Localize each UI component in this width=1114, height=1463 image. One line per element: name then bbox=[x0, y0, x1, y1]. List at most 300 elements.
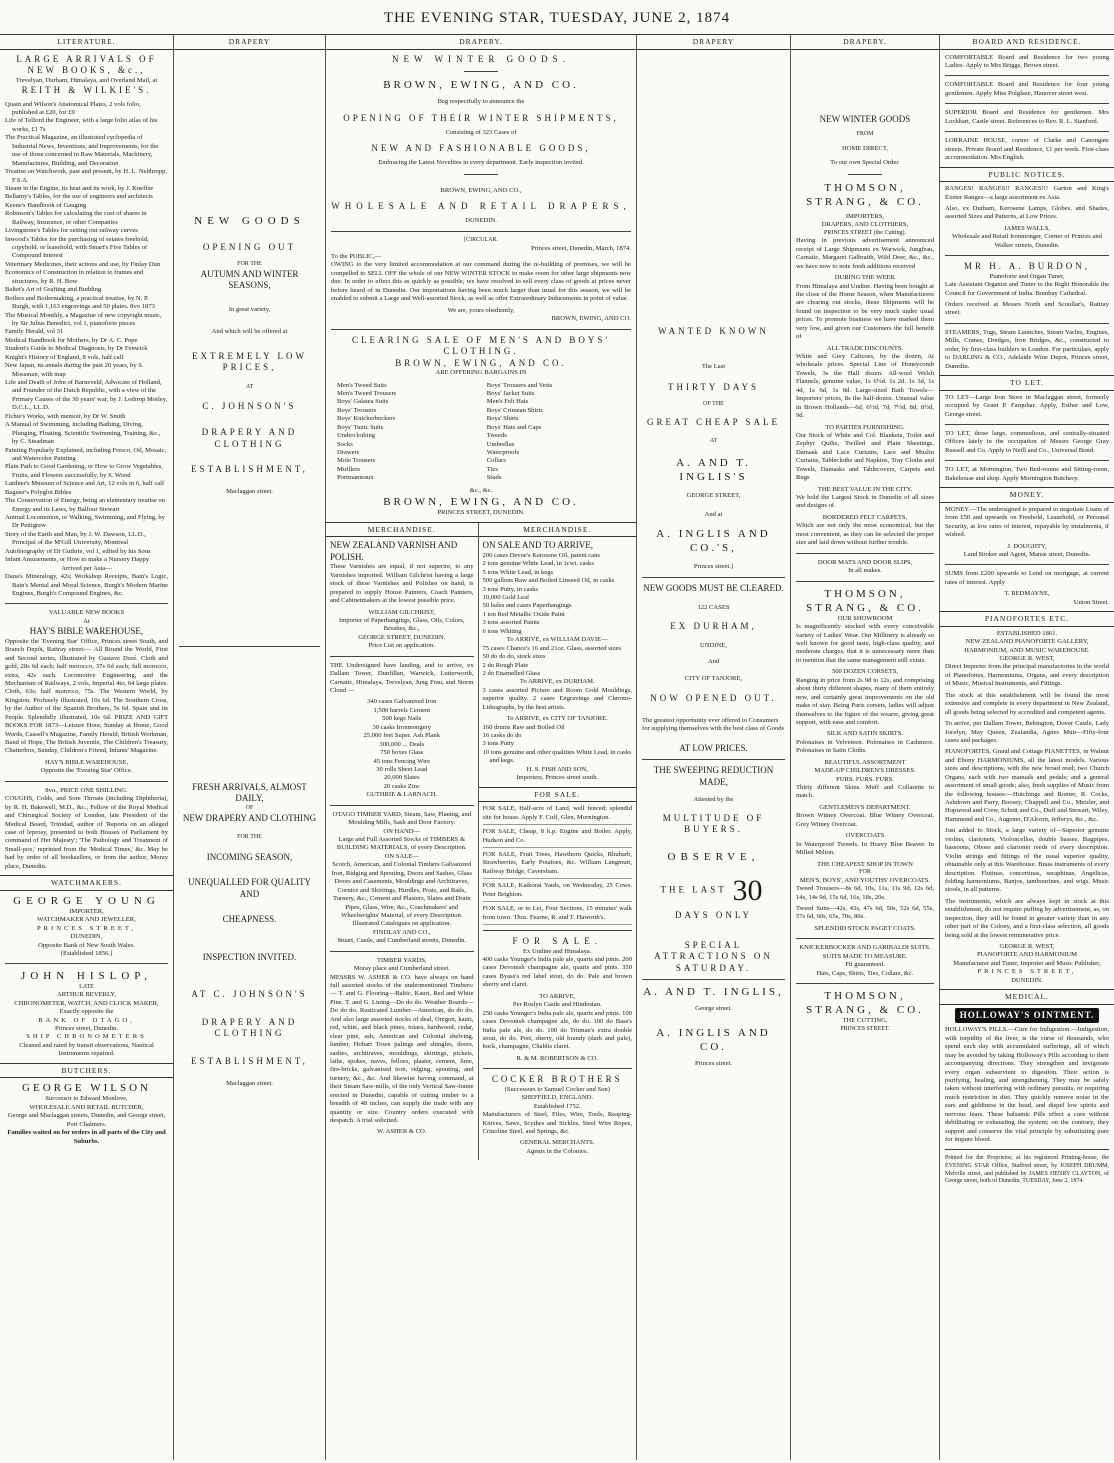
clearing-item: Boys' Tunic Suits bbox=[337, 423, 384, 431]
walls-ad: RANGES! RANGES!! RANGES!!! Garton and King's Exeter Ranges—a large assortment ex Asia. bbox=[945, 185, 1109, 201]
section-head-drapery: DRAPERY bbox=[637, 34, 790, 50]
inglis-line: EX DURHAM, bbox=[670, 620, 757, 631]
hislop-line: Princes street, Dunedin. bbox=[55, 1024, 118, 1032]
thomson-heading: TO PARTIES FURNISHING. bbox=[825, 423, 905, 431]
to-let-ad: TO LET, at Mornington, Two Bed-rooms and Sitting-room, Bakehouse and shop. Apply Mornington Butchery. bbox=[945, 466, 1109, 482]
fish-signature: Importers, Princes street south. bbox=[516, 774, 599, 782]
money-address: Land Broker and Agent, Manse street, Dunedin. bbox=[963, 550, 1091, 558]
cocker-line: (Successors to Samuel Cocker and Son) bbox=[504, 1085, 610, 1093]
guthrie-item: 300,000 ... Deals bbox=[379, 740, 425, 748]
thomson-heading: OUR SHOWROOM bbox=[837, 614, 893, 622]
west-line: PIANOFORTE AND HARMONIUM bbox=[977, 951, 1077, 959]
guthrie-signature: GUTHRIE & LARNACH. bbox=[366, 791, 438, 799]
robertson-sub: Ex Undine and Himalaya. bbox=[523, 947, 592, 955]
johnson-line: AT bbox=[245, 383, 254, 390]
thomson-heading: SPLENDID STOCK PAGET COATS. bbox=[814, 924, 916, 932]
thomson-text: Our Stock of White and Col. Blankets, Toilet and Zephyr Quilts, Twilled and Plain Sheetings, Damask and Lace Curtains, Lace and Muslin Curtains, Tablecloths and Napkins, Tray Cloths and Towels, Damasks and Tablecovers, Carpets and Rugs bbox=[796, 431, 934, 482]
inglis-line: And bbox=[707, 658, 720, 666]
otago-timber-ad bbox=[330, 811, 474, 946]
for-sale-item: FOR SALE, Fruit Trees, Hawthorn Quicks, Rhubarb, Strawberries, Early Potatoes, &c. William Langmuir, Railway Bridge, Caversham. bbox=[483, 851, 632, 879]
fish-item: 3 tons Putty bbox=[482, 740, 515, 748]
inglis-line: SPECIAL ATTRACTIONS ON SATURDAY. bbox=[654, 939, 773, 973]
hays-footer: HAY'S BIBLE WAREHOUSE, bbox=[44, 758, 129, 766]
inglis-line: George street. bbox=[695, 1005, 732, 1013]
guthrie-item: 20 casks Zinc bbox=[383, 782, 420, 790]
inglis-line: Attested by the bbox=[693, 796, 734, 804]
otago-line: FINDLAY AND CO., bbox=[372, 928, 431, 936]
thomson-heading: OVERCOATS bbox=[845, 832, 885, 840]
brown-line: OPENING OF THEIR WINTER SHIPMENTS, bbox=[343, 112, 619, 123]
money-ad: SUMS from £200 upwards to Lend on mortgage, at current rates of interest. Apply bbox=[945, 570, 1109, 586]
inglis-line: 122 CASES bbox=[697, 604, 730, 612]
reith-sub: Trevelyan, Durham, Himalaya, and Overland Mail, at bbox=[15, 76, 158, 84]
cocker-line: Manufacturers of Steel, Files, Wire, Tools, Reaping-Knives, Saws, Scythes and Sickles, Steel Wire Ropes, Crinoline Steel, and Springs, &c. bbox=[482, 1111, 632, 1135]
brown-line: Beg respectfully to announce the bbox=[437, 98, 525, 106]
clearing-lists bbox=[331, 378, 631, 487]
johnson-line: FOR THE bbox=[237, 834, 262, 841]
thirty-days-line bbox=[642, 872, 785, 922]
otago-line: Large and Full Assorted Stocks of TIMBERS & BUILDING MATERIALS, of every Description. bbox=[336, 836, 467, 852]
burdon-name: MR H. A. BURDON, bbox=[963, 261, 1090, 272]
fish-item: 16 casks do do bbox=[482, 732, 522, 740]
thomson-text: Is magnificently stocked with every conceivable variety of Ladies' Wear. Our Millinery is already so well known for good taste, high-class quality, and moderate charges, that it is unnecessary more than to mention that the same management still exists. bbox=[796, 623, 934, 664]
thomson-text: Tweed Trousers—8s 6d, 10s, 11s, 11s 9d, 12s 6d, 14s, 14s 9d, 15s 6d, 16s, 18s, 20s. bbox=[796, 885, 934, 901]
fish-item: 500 gallons Raw and Boiled Linseed Oil, in casks bbox=[482, 577, 615, 585]
brown-line: BROWN, EWING, AND CO. bbox=[383, 79, 579, 92]
brown-line: NEW AND FASHIONABLE GOODS, bbox=[371, 142, 591, 153]
fish-items bbox=[483, 552, 632, 636]
inglis-line: A. INGLIS AND CO. bbox=[656, 1026, 771, 1053]
thomson-heading: SUITS MADE TO MEASURE. bbox=[822, 952, 908, 960]
johnson-line: Maclaggan street. bbox=[226, 487, 273, 495]
johnson-line: NEW DRAPERY AND CLOTHING bbox=[182, 812, 317, 823]
inglis-line: AT bbox=[709, 438, 718, 445]
thomson-text: From Himalaya and Undine. Having been bought at the close of the Home Season, when Manufacturers are clearing out stocks, these Shipments will be found on inspection to be very much under usual prices. To promote business we have marked them very low, and given our Customers the full benefit of bbox=[796, 282, 934, 341]
fish-item: 6 tons Whiting bbox=[482, 627, 522, 635]
hays-title: VALUABLE NEW BOOKS bbox=[48, 609, 125, 617]
thomson-heading: DURING THE WEEK bbox=[834, 274, 896, 282]
for-sale-item: FOR SALE, Kaikorai Yards, on Wednesday, 25 Cows. Peter Brighton. bbox=[483, 882, 632, 902]
thomson-line: IMPORTERS, bbox=[845, 212, 885, 220]
hislop-line: ARTHUR BEVERLY, bbox=[57, 991, 116, 999]
clearing-item: Collars bbox=[486, 457, 506, 465]
fish-item: 10,000 Gold Leaf bbox=[482, 594, 530, 602]
fish-item: 3 tons assorted Paints bbox=[482, 619, 540, 627]
clearing-etc: &c., &c. bbox=[469, 486, 493, 494]
johnson-line: OPENING OUT bbox=[202, 241, 297, 252]
johnson-line: INSPECTION INVITED. bbox=[202, 951, 297, 962]
clearing-item: Waterproofs bbox=[486, 449, 520, 457]
johnson-line: FRESH ARRIVALS, ALMOST DAILY, bbox=[192, 781, 307, 804]
guthrie-item: 45 tons Fencing Wire bbox=[373, 757, 431, 765]
column-drapery-thomson bbox=[791, 34, 940, 1460]
book-list-item: Infant Amusements, or How to make a Nursery Happy bbox=[5, 556, 150, 564]
hays-footer2: Opposite the 'Evening Star' Office. bbox=[40, 767, 133, 775]
inglis-line: GEORGE STREET, bbox=[686, 492, 741, 500]
thomson-heading: SILK AND SATIN SKIRTS. bbox=[826, 730, 904, 738]
hays-name: HAY'S BIBLE WAREHOUSE, bbox=[29, 626, 144, 637]
book-list-item: Student's Guide to Medical Diagnosis, by Dr Fenwick bbox=[5, 345, 148, 353]
varnish-ad bbox=[330, 540, 474, 650]
guthrie-item: 500 kegs Nails bbox=[382, 715, 422, 723]
for-sale-list bbox=[483, 805, 632, 925]
west-text: Direct Importer from the principal manufactories in the world of Pianofortes, Harmoniums, Organs, and every description of Music, Musical Instruments, and Fittings. bbox=[945, 663, 1109, 688]
thomson-text: In Waterproof Tweeds. In Heavy Blue Beaver. In Milled Milton. bbox=[796, 840, 934, 857]
book-list-item: The Musical Monthly, a Magazine of new copyright music, by Sir Julius Benedict, vol 1, pianoforte pieces bbox=[5, 311, 162, 327]
for-sale-item: FOR SALE, Half-acre of Land, well fenced; splendid site for house. Apply F. Cuff, Glen, Mornington. bbox=[483, 805, 632, 825]
book-list-item: The Conservation of Energy, being an elementary treatise on Energy and its Laws, by Balfour Stewart bbox=[5, 497, 166, 513]
robertson-ad bbox=[483, 936, 632, 1063]
hislop-line: Exactly opposite the bbox=[59, 1008, 114, 1016]
asher-ad bbox=[330, 957, 474, 1137]
guthrie-item: 30 casks Ironmongery bbox=[372, 723, 432, 731]
thomson-text: Which are not only the most economical, but the most convenient, as they can be selected the proper size and laid down without further trouble. bbox=[796, 522, 934, 547]
thomson-heading: BORDERED FELT CARPETS, bbox=[822, 513, 908, 521]
money-name: T. REDMAYNE, bbox=[1004, 590, 1050, 598]
inglis-line: And at bbox=[704, 510, 723, 518]
circular-closing: We are, yours obediently, bbox=[447, 306, 515, 314]
book-list-item: Autobiography of Dr Guthrie, vol 1, edited by his Sons bbox=[5, 547, 151, 555]
young-line: IMPORTER, bbox=[69, 907, 104, 915]
hays-body: Opposite the 'Evening Star' Office, Princes street South, and Branch Depôt, Rattray street:— All Round the World, First and Second series, illustrated by Gustave Doré. Cloth and gold, 28s 6d each; half morocco, 37s 6d each; full morocco, extra, 42s each. Locomotive Engineering, and the Mechanism of Railways, 2 vols, Imperial 4to, 64 large plates. Cloth, 63s; half morocco, 75s. The Western World, by Kingston. Profusely illustrated, 10s 6d. The Southern Cross, by the Author of the Spanish Brothers, 5s 6d. Spain and its People. Splendidly illustrated, 10s 6d. PRIZE AND GIFT BOOKS FOR 1873—Leisure Hour, Sunday at Home, Good Words, Cassell's Magazine, Family Herald, British Workman, Band of Hope, The British Juvenile, The Children's Treasury, Chatterbox, Sunday, Children's Friend, Infants' Magazine. bbox=[5, 637, 168, 755]
inglis-line: NOW OPENED OUT. bbox=[650, 693, 777, 704]
reith-title: LARGE ARRIVALS OF NEW BOOKS, &c., bbox=[16, 53, 157, 76]
walls-ad: Also, ex Durham, Kerosene Lamps, Globes, and Shades, assorted Sizes and Patterns, at Low Prices. bbox=[945, 205, 1109, 221]
inglis-line: A. AND T. INGLIS, bbox=[643, 986, 784, 999]
thomson-heading: THE CHEAPEST SHOP IN TOWN bbox=[817, 860, 913, 868]
brown-line: BROWN, EWING, AND CO., bbox=[440, 186, 522, 194]
thomson-heading: DOOR MATS AND DOOR SLIPS, bbox=[817, 558, 913, 566]
west-text: To arrive, per Dallam Tower, Bebington, Dover Castle, Lady Jocelyn, May Queen, Zealandia, Agnes Muir—Fifty-four cases and packages. bbox=[945, 720, 1109, 744]
otago-line: Scotch, American, and Colonial Timbers Galvanized Iron, Ridging and Spouting, Doors and Sashes, Glass Doors and Casements, Mouldings and Architraves, Cornice and Skirtings, Hurdles, Posts, and Rails, Turnery, &c., Cement and Plasters, Slates and Drain Pipes, Glass, Wire, &c., Coachmakers' and Wheelwrights' Material, of every Description. bbox=[331, 861, 472, 919]
thomson-text: Brown Witney Overcoat. Blue Witney Overcoat. Grey Witney Overcoat. bbox=[796, 812, 934, 828]
inglis-line: CITY OF TANJORE, bbox=[684, 674, 743, 682]
cocker-line: Established 1752. bbox=[533, 1102, 581, 1110]
johnson-line: NEW GOODS bbox=[194, 214, 305, 227]
varnish-body: These Varnishes are equal, if not superior, to any Varnishes imported. William Gilchrist having a large stock of these Varnishes and Polishes on hand, is prepared to supply House Painters, Coach Painters, and Cabinetmakers at the lowest possible price. bbox=[330, 563, 474, 605]
fish-item: 50 do do do, stock sizes bbox=[482, 653, 546, 661]
fish-signature: H. S. FISH AND SON, bbox=[526, 765, 588, 773]
book-list-item: Keene's Handbook of Gauging bbox=[5, 201, 87, 209]
reith-firm: REITH & WILKIE'S. bbox=[21, 85, 152, 96]
hislop-line: SHIP CHRONOMETERS bbox=[26, 1033, 147, 1041]
book-list-item: Story of the Earth and Man, by J. W. Dawson, LL.D., Principal of the M'Gill University, Montreal bbox=[5, 530, 146, 547]
clearing-item: Underclothing bbox=[337, 432, 376, 440]
burdon-line: Pianoforte and Organ Tuner, bbox=[989, 272, 1065, 280]
johnson-line: AUTUMN AND WINTER SEASONS, bbox=[200, 268, 299, 291]
thomson-text: White and Grey Calicoes, by the dozen, At wholesale prices. Special Line of Honeycomb Towels, 3s the Half dozen. All-wool Welsh Flannels, genuine value, 1s 6½d. 1s 2d. 1s 3d, 1s 4d, 1s 6d, 1s 8d. Large-sized Bath Towels—Importers' prices, 8s the half-dozen. Unusual value in Brown Hollands—6d, 6½d, 7d, 7½d, 8d, 8½d, 9d. bbox=[796, 353, 934, 420]
thomson-text: Ranging in price from 2s 9d to 12s, and comprising about thirty different shapes, many of them entirely new, and certainly great improvements on the old make of stay. Being Paris corsets, ladies will adjust themselves to the figure of the wearer, giving great support, with ease and comfort. bbox=[796, 676, 934, 726]
clearing-item: Boys' Trousers bbox=[337, 406, 377, 414]
cocker-ad bbox=[483, 1074, 632, 1156]
thomson-line: THOMSON, STRANG, & CO. bbox=[806, 990, 924, 1017]
book-list-item: Quain and Wilson's Anatomical Plates, 2 vols folio, published at £20, for £9 bbox=[5, 100, 141, 117]
varnish-title: NEW ZEALAND VARNISH AND POLISH. bbox=[330, 540, 458, 562]
holloway-badge-wrap bbox=[945, 1008, 1109, 1024]
hislop-ad bbox=[5, 969, 168, 1058]
thomson-line: HOME DIRECT, bbox=[841, 144, 889, 152]
inglis-line: UNDINE, bbox=[700, 642, 727, 650]
cocker-line: SHEFFIELD, ENGLAND. bbox=[521, 1094, 594, 1102]
thomson-text: Hats, Caps, Shirts, Ties, Collars, &c. bbox=[816, 969, 914, 977]
printer-imprint: Printed for the Proprietor, at his registered Printing-house, the EVENING STAR Office, Stafford street, by JOSEPH DRUMM, Melville street, and published by JAMES HENRY CLAYTON, of George street, both of Dunedin, TUESDAY, June 2, 1874. bbox=[945, 1155, 1109, 1185]
section-head-to-let: TO LET. bbox=[940, 375, 1114, 391]
inglis-line: Princes street.] bbox=[693, 563, 734, 571]
book-list-item: Family Herald, vol 31 bbox=[5, 328, 64, 336]
wilson-line: Families waited on for orders in all parts of the City and Suburbs. bbox=[7, 1129, 166, 1145]
fish-item: 50 bales and cases Paperhangings bbox=[482, 602, 572, 610]
book-list-item: Knight's History of England, 8 vols, half calf bbox=[5, 353, 124, 361]
clearing-firm: BROWN, EWING, AND CO. bbox=[395, 357, 567, 368]
walls-name: JAMES WALLS, bbox=[1003, 224, 1051, 232]
west-line: PRINCES STREET, bbox=[977, 968, 1077, 976]
book-list bbox=[5, 101, 168, 565]
board-ad: LORRAINE HOUSE, corner of Clarke and Canongate streets. Private Board and Residence, £1 per week. First-class accommodation. Mrs English. bbox=[945, 137, 1109, 162]
brown-line: DUNEDIN. bbox=[465, 217, 497, 225]
cocker-title: COCKER BROTHERS bbox=[491, 1074, 623, 1085]
johnson-line: DRAPERY AND CLOTHING bbox=[201, 1016, 298, 1039]
clearing-item: Boys' Crimean Shirts bbox=[486, 406, 543, 414]
section-head-board-residence: BOARD AND RESIDENCE. bbox=[940, 34, 1114, 50]
inglis-line: A. INGLIS AND CO.'S, bbox=[656, 527, 771, 555]
book-list-item: New Japan, its annals during the past 20 years, by S. Mossman, with map bbox=[5, 362, 144, 378]
guthrie-item: 20,000 Slates bbox=[383, 774, 420, 782]
column-board-residence bbox=[940, 34, 1114, 1460]
bakewell-body: COUGHS, Colds, and Sore Throats (including Diphtheria), by R. H. Bakewell, M.D., &c., Fellow of the Royal Medical and Chirurgical Society of London, late President of the Medical Board, Trinidad, author of 'Reports on an alleged case of leprosy, presented to both Houses of Parliament by command of Her Majesty'; 'The Pathology and Treatment of Small-pox,' reprinted from the 'Medical Times,' &c. May be had by order of all booksellers, or from the author, Moray place, Dunedin. bbox=[5, 795, 168, 870]
clearing-foot: BROWN, EWING, AND CO. bbox=[383, 496, 579, 509]
merchandise-right bbox=[479, 523, 636, 1161]
clearing-item: Studs bbox=[486, 474, 502, 482]
book-list-item: Plain Path to Good Gardening, or How to Grow Vegetables, Fruits, and Flowers successfully, by S. Wood bbox=[5, 463, 163, 479]
asher-body: MESSRS W. ASHER & CO. have always on hand full assorted stocks of the undermentioned Timbers:— T. and G. Flooring—Baltic, Kauri, Red and White Pine. T. and G. Lining—Do do do. Weather Boards—Do do do. Rusticated Lumber—American, do do do. And also large assorted stocks of deal, Oregon, kauri, red, white, and black pines, totara, hardwood, cedar, clear pine, ash, American and Colonial shelving, lumber, Hobart Town palings and shingles, doors, sashes, architraves, mouldings, skirtings, pickets, laths, spokes, naves, felloes, plaster, cement, lime, fire-bricks, galvanised iron, ridging, spouting, and turnery, &c., &c. And likewise having command, at their Steam Saw-mills, of the only Vertical Saw-frame erected in Dunedin, capable of cutting timber to a breadth of 48 inches, can supply the trade with any quantity or size. Country orders executed with despatch. A trial solicited. bbox=[330, 973, 474, 1125]
circular-label: [CIRCULAR. bbox=[464, 236, 498, 243]
thomson-ad bbox=[796, 114, 934, 238]
column-drapery-brown-ewing bbox=[326, 34, 637, 1460]
fish-item: 10 tons genuine and other qualities White Lead, in casks and kegs. bbox=[482, 748, 632, 765]
johnson-line: UNEQUALLED FOR QUALITY AND bbox=[188, 877, 311, 899]
west-text: Just added to Stock, a large variety of—Superior genuine violins, clarionets, Violoncellos, double basses, Bagpipes, bassoons, Oboes and clarionet reeds of every description. Violin strings and fittings of the usual superior quality, obtainable only at this Warehouse. Brass instruments of every description. Flutinas, concertinas, seraphinas, Angelicas, folding harmoniums, Banjos, tambourines, and wigs. Music stools, in all patterns. bbox=[945, 827, 1109, 894]
thomson-heading: MEN'S, BOYS', AND YOUTHS' OVERCOATS. bbox=[799, 876, 931, 884]
thomson-line: NEW WINTER GOODS bbox=[819, 113, 911, 124]
thomson-heading: FOR bbox=[859, 868, 871, 875]
inglis-ad bbox=[642, 326, 785, 1069]
otago-line: Stuart, Castle, and Cumberland streets, Dunedin. bbox=[337, 937, 467, 945]
fish-item: 2 do Rough Plate bbox=[482, 661, 529, 669]
thomson-heading: MADE-UP CHILDREN'S DRESSES. bbox=[814, 767, 916, 775]
young-name: GEORGE YOUNG bbox=[13, 894, 160, 907]
dana-line: Dana's Mineralogy, 42s; Workshop Receipts, Bain's Logic, Bain's Mental and Moral Science, Burgh's Modern Marine Engines, Burgh's Compound Engines, &c. bbox=[5, 573, 168, 597]
west-line: DUNEDIN. bbox=[1011, 976, 1043, 984]
fish-items bbox=[483, 724, 632, 766]
masthead-title: THE EVENING STAR, TUESDAY, JUNE 2, 1874 bbox=[383, 10, 731, 26]
holloway-text: HOLLOWAY'S PILLS.—Cure for Indigestion.—Indigestion, with torpidity of the liver, is the curse of thousands, who spend each day with accumulated sufferings, all of which may be avoided by taking Holloway's Pills according to their accompanying directions. They strengthen and invigorate every organ subservient to digestion. Their action is purifying, healing, and strengthening. They may be safely taken without interfering with ordinary pursuits, or requiring much restriction in diet. They quickly remove noise in the ears and giddiness in the head, and dispel low spirits and nervous fears. These balsamic Pills effect a cure without debilitating or exhausting the system; on the contrary, they support and conserve the vital principle by substituting pure for impure blood. bbox=[945, 1026, 1109, 1144]
section-head-for-sale: FOR SALE. bbox=[479, 787, 636, 803]
varnish-line: Price List on application. bbox=[368, 642, 435, 650]
guthrie-ad bbox=[330, 662, 474, 800]
column-drapery-inglis bbox=[637, 34, 791, 1460]
fish-arrive: To ARRIVE, ex WILLIAM DAVIE— bbox=[506, 636, 608, 644]
thirty-numeral: 30 bbox=[732, 873, 763, 907]
board-ad: COMFORTABLE Board and Residence for four young gentlemen. Apply Miss Polglaze, Hanover street west. bbox=[945, 81, 1109, 97]
wilson-name: GEORGE WILSON bbox=[22, 1082, 151, 1095]
clearing-item: Boys' Trousers and Vests bbox=[486, 381, 553, 389]
book-list-item: Medical Handbook for Mothers, by Dr A. C. Pope bbox=[5, 336, 138, 344]
book-list-item: Painting Popularly Explained, including Fresco, Oil, Mosaic, and Watercolor Painting bbox=[5, 446, 167, 462]
book-list-item: Bellamy's Tables, for the use of engineers and architects bbox=[5, 193, 153, 201]
west-line: ESTABLISHED 1861. bbox=[996, 629, 1058, 637]
circular-address: Princes street, Dunedin, March, 1874. bbox=[531, 244, 631, 252]
hays-ad bbox=[5, 609, 168, 775]
inglis-line: NEW GOODS MUST BE CLEARED. bbox=[643, 582, 784, 593]
inglis-line: OF THE bbox=[703, 401, 724, 408]
inglis-line: MULTITUDE OF BUYERS. bbox=[662, 812, 765, 835]
reith-ad bbox=[5, 54, 168, 97]
hislop-line: Cleaned and rated by transit observations, Nautical Instruments repaired. bbox=[19, 1041, 154, 1058]
asher-signature: W. ASHER & CO. bbox=[377, 1128, 427, 1136]
young-ad bbox=[5, 894, 168, 959]
johnson-ad-bottom bbox=[179, 782, 320, 1088]
book-list-item: Animal Locomotion, or Walking, Swimming, and Flying, by Dr Pettigrew bbox=[5, 514, 165, 530]
guthrie-items bbox=[330, 698, 474, 791]
robertson-title: FOR SALE. bbox=[512, 936, 603, 947]
west-line: NEW ZEALAND PIANOFORTE GALLERY, HARMONIUM, AND MUSIC WAREHOUSE. bbox=[964, 638, 1090, 654]
inglis-line: GREAT CHEAP SALE bbox=[646, 416, 780, 427]
board-ad: SUPERIOR Board and Residence for gentlemen. Mrs Lockhart, Castle street. References to Rev. R. L. Stanford. bbox=[945, 109, 1109, 125]
guthrie-item: 30 rolls Sheet Lead bbox=[376, 765, 428, 773]
guthrie-item: 25,000 feet Super. Ash Plank bbox=[363, 732, 441, 740]
fish-item: 2 do Enamelled Glass bbox=[482, 669, 541, 677]
burdon-line: Orders received at Messrs North and Scoullar's, Rattray street. bbox=[945, 301, 1109, 317]
circular-signature: BROWN, EWING, AND CO. bbox=[551, 315, 631, 323]
for-sale-item: FOR SALE, Cheap, 8 h.p. Engine and Boiler. Apply, Hudson and Co. bbox=[483, 828, 632, 848]
book-list-item: The Practical Magazine, an illustrated cyclopedia of Industrial News, Inventions, and Improvements, for the use of those concerned in Raw Materials, Machinery, Manufactures, Building, and Decoration bbox=[5, 134, 159, 167]
asher-title: TIMBER YARDS, bbox=[376, 956, 427, 964]
asher-sub: Moray place and Cumberland street. bbox=[353, 965, 450, 973]
robertson-arrive: TO ARRIVE, bbox=[539, 992, 576, 1000]
section-head-drapery: DRAPERY. bbox=[791, 34, 939, 50]
clearing-item: Boys' Shirts bbox=[486, 415, 519, 423]
money-ad: MONEY.—The undersigned is prepared to negotiate Loans of from £50 and upwards on Freehold, Leasehold, or Personal Security, at low rates of interest, repayable by instalments, if wished. bbox=[945, 505, 1109, 539]
thomson-line: THE CUTTING, bbox=[842, 1017, 888, 1025]
johnson-line: EXTREMELY LOW PRICES, bbox=[192, 350, 307, 373]
clearing-item: Men's Tweed Trousers bbox=[337, 389, 397, 397]
clearing-item: Tweeds bbox=[486, 432, 507, 440]
thomson-heading: GENTLEMEN'S DEPARTMENT. bbox=[819, 803, 911, 811]
fish-items bbox=[483, 645, 632, 679]
cocker-line: GENERAL MERCHANTS. bbox=[520, 1139, 595, 1147]
west-line: GEORGE R. WEST, bbox=[999, 655, 1055, 663]
book-list-item: Baltet's Art of Grafting and Budding bbox=[5, 286, 102, 294]
holloway-badge: HOLLOWAY'S OINTMENT. bbox=[955, 1008, 1100, 1024]
steamers-ad: STEAMERS, Tugs, Steam Launches, Steam Yachts, Engines, Mills, Cranes, Dredges, Iron Bridges, &c., constructed to order, by first-class builders in London. For particulars, apply to DARLING & CO., Adelaide Wine Depot, Princes street, Dunedin. bbox=[945, 328, 1109, 370]
fish-arrive-body: 3 cases assorted Picture and Room Gold Mouldings, superior quality. 2 cases Engravings and Chromo-Lithographs, by the best artists. bbox=[482, 686, 632, 711]
book-list-item: Robinson's Tables for calculating the cost of shares in Railway, Insurance, or other Companies bbox=[5, 210, 147, 226]
thomson-text: In all makes. bbox=[848, 567, 882, 575]
inglis-line: DAYS ONLY bbox=[674, 910, 753, 921]
brown-line: Consisting of 323 Cases of bbox=[445, 129, 517, 137]
book-list-item: Lardner's Museum of Science and Art, 12 vols in 6, half calf bbox=[5, 480, 165, 488]
hays-at: At bbox=[83, 617, 90, 625]
clearing-item: Mufflers bbox=[337, 465, 360, 473]
inglis-line: AT LOW PRICES. bbox=[679, 742, 748, 753]
young-line: Opposite Bank of New South Wales. bbox=[38, 941, 135, 949]
thomson-heading: 500 DOZEN CORSETS, bbox=[831, 668, 899, 676]
fish-title: ON SALE AND TO ARRIVE, bbox=[482, 540, 593, 551]
johnson-line: Maclaggan street. bbox=[226, 1079, 273, 1087]
inglis-line: The Last bbox=[701, 363, 726, 371]
section-head-merchandise: MERCHANDISE. bbox=[326, 523, 478, 538]
thomson-line: DRAPERS, AND CLOTHIERS, bbox=[821, 221, 909, 229]
west-text: The stock at this establishment will be found the most extensive and complete in every department in New Zealand, all goods being selected by accredited and competent agents. bbox=[945, 691, 1109, 716]
johnson-line: C. JOHNSON'S bbox=[202, 401, 297, 412]
clearing-item: Men's Felt Hats bbox=[486, 398, 529, 406]
thomson-text: Having in previous advertisement announced receipt of Large Shipments ex Warwick, Jungfrau, Carnatic, Margaret Galbraith, Wild Deer, &c., &c., we have now to note fresh additions received bbox=[796, 237, 934, 270]
clearing-foot: PRINCES STREET, DUNEDIN. bbox=[437, 509, 525, 517]
thomson-line: THOMSON, STRANG, & CO. bbox=[806, 181, 924, 208]
clearing-item: Boys' Knickerbockers bbox=[337, 415, 396, 423]
fish-item: 2 tons genuine White Lead, in 1cwt. casks bbox=[482, 560, 594, 568]
johnson-line: OF bbox=[245, 805, 254, 811]
brown-line: Embracing the Latest Novelties in every department. Early inspection invited. bbox=[378, 159, 584, 167]
section-head-drapery: DRAPERY. bbox=[326, 34, 636, 50]
johnson-ad-top bbox=[179, 214, 320, 496]
varnish-name: WILLIAM GILCHRIST, bbox=[368, 608, 436, 616]
thomson-heading: THE BEST VALUE IN THE CITY. bbox=[817, 485, 913, 493]
young-line: [Established 1856.] bbox=[60, 950, 113, 958]
for-sale-item: FOR SALE, or to Let, Four Sections, 15 minutes' walk from town. Thos. Fearne, R. and T. Haworth's. bbox=[483, 905, 632, 925]
section-head-literature: LITERATURE. bbox=[0, 34, 173, 50]
johnson-line: In great variety, bbox=[228, 305, 271, 313]
johnson-line: DRAPERY AND CLOTHING bbox=[201, 426, 298, 449]
clearing-item: Socks bbox=[337, 440, 353, 448]
thomson-heading: BEAUTIFUL ASSORTMENT bbox=[824, 758, 906, 766]
otago-line: ON SALE— bbox=[384, 852, 419, 860]
johnson-line: And which will be offered at bbox=[211, 328, 288, 336]
robertson-arrive-sub: Per Roslyn Castle and Hindostan. bbox=[512, 1001, 602, 1009]
inglis-line: The greatest opportunity ever offered to Consumers for supplying themselves with the best class of Goods bbox=[642, 716, 785, 733]
book-list-item: Fichte's Works, with memoir, by Dr W. Smith bbox=[5, 412, 126, 420]
book-list-item: Boilers and Boilermaking, a practical treatise, by N. P. Burgh, with 1,163 engravings and 50 plates. 8vo 1873 bbox=[5, 294, 155, 311]
thomson-heading: KNICKERBOCKER AND GARIBALDI SUITS. bbox=[799, 944, 931, 952]
section-head-butchers: BUTCHERS. bbox=[0, 1063, 173, 1079]
inglis-line: A. AND T. INGLIS'S bbox=[676, 456, 751, 483]
west-text: PIANOFORTES, Grand and Cottage PIANETTES, in Walnut and Ebony HARMONIUMS, all the latest models. Various sizes and descriptions, with the new broad reed; two Church Organs, each with two manuals and pedals; and a general assortment of small goods; also, fresh supplies of Music from the following houses:—Hutchings and Romer, R. Cocks, Ashdown and Parry, Boosey, Chappell and Co., Metzler, and Hopwood and Crew, Schott and Co., Duff and Stewart, Wiley, Hammond and Co., Augener, D'Alcorn, Jefferys, &c., &c. bbox=[945, 748, 1109, 823]
to-let-ad: TO LET—Large Iron Store in Maclaggan street, formerly occupied by Grant P. Farquhar. Apply, Esther and Low, George street. bbox=[945, 393, 1109, 418]
clearing-item: Men's Tweed Suits bbox=[337, 381, 387, 389]
money-name: J. DOUGHTY, bbox=[1007, 542, 1047, 550]
book-list-item: Livingstone's Tables for setting out railway curves bbox=[5, 227, 138, 235]
inglis-line: THE SWEEPING REDUCTION MADE, bbox=[653, 765, 774, 787]
circular-salutation: To the PUBLIC,— bbox=[331, 253, 381, 261]
west-line: GEORGE R. WEST, bbox=[999, 943, 1055, 951]
book-list-item: Inwood's Tables for the purchasing of estates freehold, copyhold, or leasehold, with Smart's Five Tables of Compound Interest bbox=[5, 235, 149, 260]
section-head-money: MONEY. bbox=[940, 487, 1114, 503]
to-let-ad: TO LET, those large, commodious, and centrally-situated Offices lately in the occupation of Messrs George Gray Russell and Co. Apply to Neill and Co., Universal Bond. bbox=[945, 429, 1109, 454]
clearing-item: Umbrellas bbox=[486, 440, 515, 448]
young-line: WATCHMAKER AND JEWELLER, bbox=[37, 916, 136, 924]
fish-arrive: To ARRIVE, ex DURHAM. bbox=[519, 678, 595, 686]
hislop-name: JOHN HISLOP, bbox=[21, 970, 152, 983]
thomson-line: THOMSON, STRANG, & CO. bbox=[806, 587, 924, 614]
cocker-line: Agents in the Colonies. bbox=[526, 1147, 589, 1155]
bakewell-title: 8vo., PRICE ONE SHILLING. bbox=[45, 786, 128, 794]
brown-line: NEW WINTER GOODS. bbox=[392, 53, 570, 64]
book-list-item: Steam in the Engine, its heat and its work, by J. Kneffee bbox=[5, 184, 154, 192]
guthrie-item: 750 boxes Glass bbox=[380, 749, 424, 757]
brown-line: WHOLESALE AND RETAIL DRAPERS, bbox=[331, 200, 631, 211]
wilson-ad bbox=[5, 1081, 168, 1146]
otago-title: OTAGO TIMBER YARD, Steam, Saw, Planing, and Moulding Mills, Sash and Door Factory. bbox=[332, 810, 472, 827]
